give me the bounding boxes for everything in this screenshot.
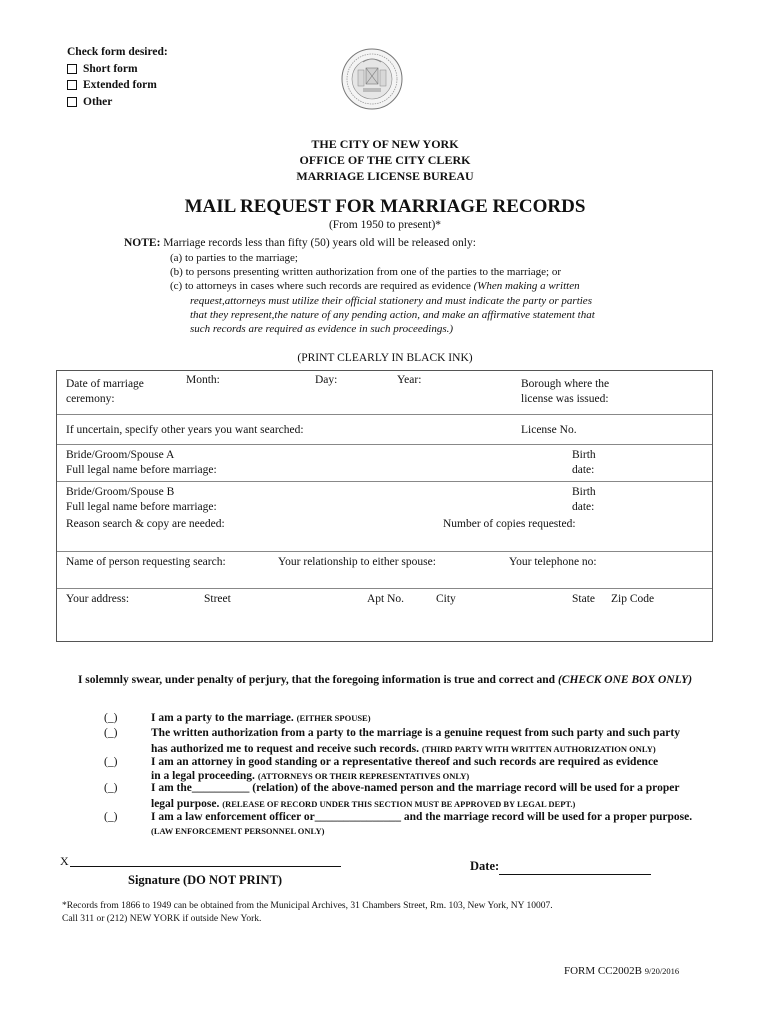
date-label: Date: [470,859,500,873]
form-number [564,965,679,977]
checkbox-icon[interactable] [67,80,77,90]
option-text-line-1: The written authorization from a party to the marriage is a genuine request from such party and such party [151,727,680,739]
option-text-line-1: I am the__________ (relation) of the above-named person and the marriage record will be used for a proper [151,782,680,794]
note-item-c-italic: (When making a written [473,280,580,293]
short-form-label: Short form [83,62,138,75]
spouse-b-label-2: Full legal name before marriage: [66,500,217,513]
signature-line[interactable] [70,866,341,867]
row-divider [57,481,712,482]
header-line-2: OFFICE OF THE CITY CLERK [299,153,471,167]
birth-a-label-1: Birth [572,449,596,461]
option-text-line-1: I am an attorney in good standing or a representative thereof and such records are required as evidence [151,756,659,768]
date-of-marriage-label-2: ceremony: [66,392,115,405]
option-checkbox[interactable]: (_) [104,756,118,768]
header-line-1: THE CITY OF NEW YORK [311,137,459,151]
reason-field[interactable]: Reason search & copy are needed: [66,518,225,530]
option-checkbox[interactable]: (_) [104,782,118,794]
header-line-3: MARRIAGE LICENSE BUREAU [296,169,474,183]
borough-label-2: license was issued: [521,392,609,405]
perjury-statement [0,674,770,686]
agency-header [0,136,770,184]
form-code: FORM CC2002B [564,965,642,977]
street-field[interactable]: Street [204,593,231,605]
option-checkbox[interactable]: (_) [104,712,118,724]
option-text-line-1: I am a law enforcement officer or_______________ and the marriage record will be used for a proper purpose. [151,811,693,823]
footnote-line-2: Call 311 or (212) NEW YORK if outside New York. [62,913,262,924]
option-text-line-2: legal purpose. [151,797,220,810]
option-qualifier: (EITHER SPOUSE) [296,713,371,723]
other-label: Other [83,95,113,108]
option-qualifier: (ATTORNEYS OR THEIR REPRESENTATIVES ONLY) [257,770,470,781]
month-field[interactable]: Month: [186,374,220,386]
signature-x-mark: X [60,854,69,868]
checkbox-extended-form[interactable] [67,77,168,94]
day-field[interactable]: Day: [315,374,338,386]
borough-field[interactable] [521,377,609,406]
request-form-table [56,370,713,642]
option-checkbox[interactable]: (_) [104,811,118,823]
note-text: Marriage records less than fifty (50) years old will be released only: [163,237,476,249]
row-divider [57,551,712,552]
birth-a-label-2: date: [572,463,595,476]
check-form-label: Check form desired: [67,46,168,58]
note-intro [124,236,476,251]
copies-field[interactable]: Number of copies requested: [443,518,576,530]
note-item-c-cont-1: request,attorneys must utilize their official stationery and must indicate the party or parties [190,294,592,307]
print-clearly-instruction: (PRINT CLEARLY IN BLACK INK) [297,352,473,364]
perjury-text: I solemnly swear, under penalty of perjury, that the foregoing information is true and correct and [77,674,556,686]
apt-field[interactable]: Apt No. [367,593,405,605]
date-of-marriage-label-1: Date of marriage [66,378,144,390]
note-label: NOTE: [124,237,161,249]
option-text-line-2: in a legal proceeding. [151,769,255,782]
city-seal-icon [341,48,403,110]
option-qualifier: (RELEASE OF RECORD UNDER THIS SECTION MUST BE APPROVED BY LEGAL DEPT.) [222,798,576,809]
spouse-b-label-1: Bride/Groom/Spouse B [66,486,175,498]
note-item-c [170,279,670,293]
checkbox-other[interactable] [67,94,168,111]
option-text: I am a party to the marriage. [151,712,294,724]
option-text-line-2: has authorized me to request and receive such records. [151,742,419,755]
birth-b-label-2: date: [572,500,595,513]
city-field[interactable]: City [436,593,456,605]
state-field[interactable]: State [572,593,595,605]
address-label: Your address: [66,593,130,605]
extended-form-label: Extended form [83,79,157,91]
spouse-a-label-1: Bride/Groom/Spouse A [66,449,175,461]
row-divider [57,414,712,415]
row-divider [57,588,712,589]
note-item-c-cont-3: such records are required as evidence in such proceedings.) [190,323,454,336]
other-years-field[interactable]: If uncertain, specify other years you want searched: [66,424,304,436]
spouse-b-birth-date-field[interactable] [572,485,596,514]
note-item-c-cont-2: that they represent,the nature of any pending action, and make an affirmative statement that [190,308,595,321]
relationship-field[interactable]: Your relationship to either spouse: [278,556,436,568]
spouse-b-name-field[interactable] [66,485,217,514]
telephone-field[interactable]: Your telephone no: [509,556,597,568]
checkbox-short-form[interactable] [67,61,168,78]
spouse-a-label-2: Full legal name before marriage: [66,463,217,476]
note-list [170,251,670,336]
birth-b-label-1: Birth [572,486,596,498]
zip-field[interactable]: Zip Code [611,593,655,605]
form-title: MAIL REQUEST FOR MARRIAGE RECORDS [184,196,586,217]
date-of-marriage-field[interactable] [66,377,144,406]
option-qualifier: (LAW ENFORCEMENT PERSONNEL ONLY) [151,825,325,836]
footnote-line-1: *Records from 1866 to 1949 can be obtained from the Municipal Archives, 31 Chambers Street, Rm. 103, New York, NY 10007. [62,901,553,911]
check-one-note: (CHECK ONE BOX ONLY) [557,674,693,686]
form-subtitle: (From 1950 to present)* [328,219,442,231]
checkbox-icon[interactable] [67,97,77,107]
note-item-a: (a) to parties to the marriage; [170,252,298,264]
license-number-field[interactable]: License No. [521,424,577,436]
check-form-section [67,44,168,110]
note-item-c-text: (c) to attorneys in cases where such records are required as evidence [170,280,471,293]
form-revision-date: 9/20/2016 [644,966,680,976]
option-qualifier: (THIRD PARTY WITH WRITTEN AUTHORIZATION ONLY) [421,743,656,754]
requester-name-field[interactable]: Name of person requesting search: [66,556,226,568]
borough-label-1: Borough where the [521,378,610,390]
spouse-a-name-field[interactable] [66,448,217,477]
footnote [62,900,553,925]
spouse-a-birth-date-field[interactable] [572,448,596,477]
option-checkbox[interactable]: (_) [104,727,118,739]
checkbox-icon[interactable] [67,64,77,74]
note-item-b: (b) to persons presenting written authorization from one of the parties to the marriage; or [170,266,561,279]
row-divider [57,444,712,445]
signature-label: Signature (DO NOT PRINT) [128,873,283,887]
year-field[interactable]: Year: [397,374,422,386]
date-line[interactable] [499,874,651,875]
